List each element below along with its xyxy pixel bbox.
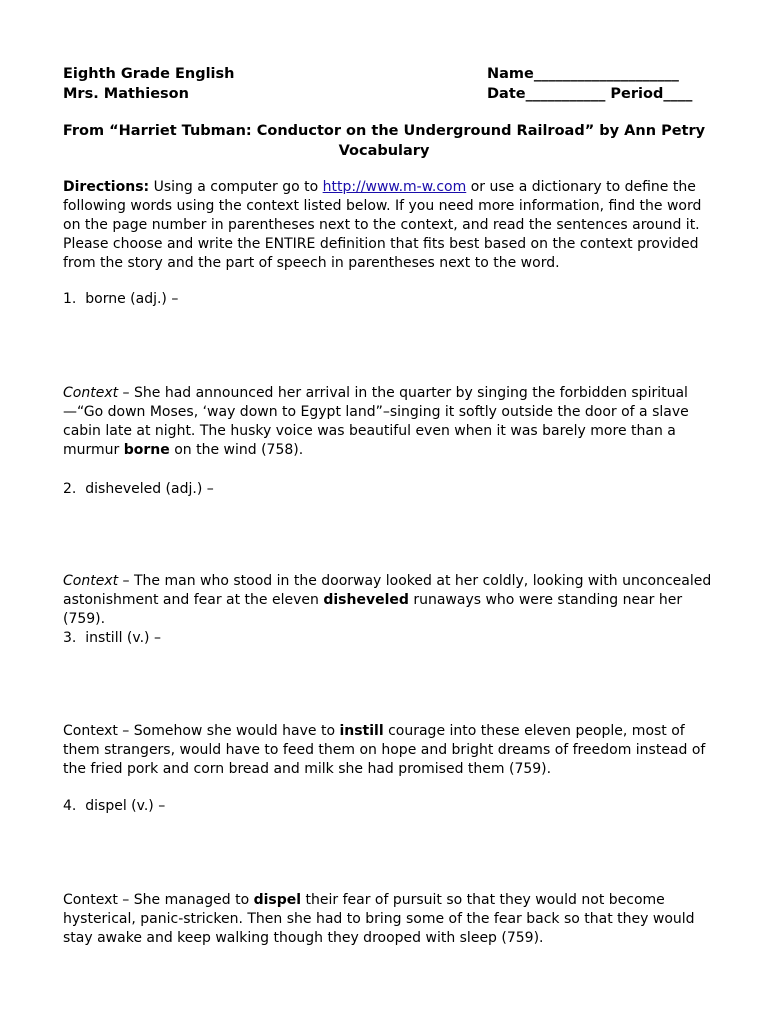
date-field[interactable]: Date___________ — [487, 85, 606, 102]
context-text-before: – She had announced her arrival in the quarter by singing the forbidden spiritual—“Go down Moses, ‘way down to Egypt land”–singing it softly outside the door of a slave cabin late at night. The husky voice was beautiful even when it was barely more than a murmur — [63, 385, 689, 458]
header-left — [63, 65, 234, 104]
context-paragraph-2 — [63, 572, 713, 629]
context-text-after: runaways who were standing near her (759). — [63, 592, 683, 627]
context-label: Context — [63, 723, 118, 739]
directions-label: Directions: — [63, 179, 150, 195]
header-right — [487, 65, 692, 104]
context-paragraph-1 — [63, 384, 713, 460]
teacher-name: Mrs. Mathieson — [63, 85, 189, 102]
context-paragraph-3 — [63, 722, 713, 779]
context-label: Context — [63, 385, 119, 401]
period-field[interactable]: Period____ — [610, 85, 693, 102]
vocab-question-3: 3. instill (v.) – — [63, 630, 161, 646]
student-name-field[interactable]: Name____________________ — [487, 66, 679, 82]
vocab-word: disheveled — [323, 592, 409, 608]
directions-text-before-link: Using a computer go to — [149, 179, 323, 195]
title-line-2: Vocabulary — [338, 142, 430, 159]
context-text-after: courage into these eleven people, most of them strangers, would have to feed them on hope and bright dreams of freedom instead of the fried pork and corn bread and milk she had promised them (759). — [63, 723, 706, 777]
vocab-word: dispel — [253, 892, 302, 908]
context-paragraph-4 — [63, 891, 713, 948]
vocab-word: instill — [339, 723, 384, 739]
context-text-before: – Somehow she would have to — [117, 723, 340, 739]
context-label: Context — [63, 892, 118, 908]
context-text-after: their fear of pursuit so that they would not become hysterical, panic-stricken. Then she had to bring some of the fear back so that they would stay awake and keep walking though they drooped with sleep (759). — [63, 892, 695, 946]
title-line-1: From “Harriet Tubman: Conductor on the Underground Railroad” by Ann Petry — [62, 123, 706, 139]
context-text-after: on the wind (758). — [169, 442, 304, 458]
context-text-before: – The man who stood in the doorway looked at her coldly, looking with unconcealed astonishment and fear at the eleven — [63, 573, 712, 608]
dictionary-link[interactable]: http://www.m-w.com — [322, 179, 467, 195]
worksheet-title — [40, 122, 728, 161]
context-text-before: – She managed to — [117, 892, 254, 908]
directions-paragraph — [63, 178, 713, 273]
vocab-question-1: 1. borne (adj.) – — [63, 291, 179, 307]
course-name: Eighth Grade English — [63, 66, 235, 82]
vocab-word: borne — [123, 442, 170, 458]
vocab-question-4: 4. dispel (v.) – — [63, 798, 166, 814]
date-period-line — [487, 85, 692, 105]
directions-text-after-link: or use a dictionary to define the following words using the context listed below. If you need more information, find the word on the page number in parentheses next to the context, and read the sentences around it. Please choose and write the ENTIRE definition that fits best based on the context provided from the story and the part of speech in parentheses next to the word. — [63, 179, 702, 271]
vocab-question-2: 2. disheveled (adj.) – — [63, 481, 214, 497]
context-label: Context — [63, 573, 119, 589]
